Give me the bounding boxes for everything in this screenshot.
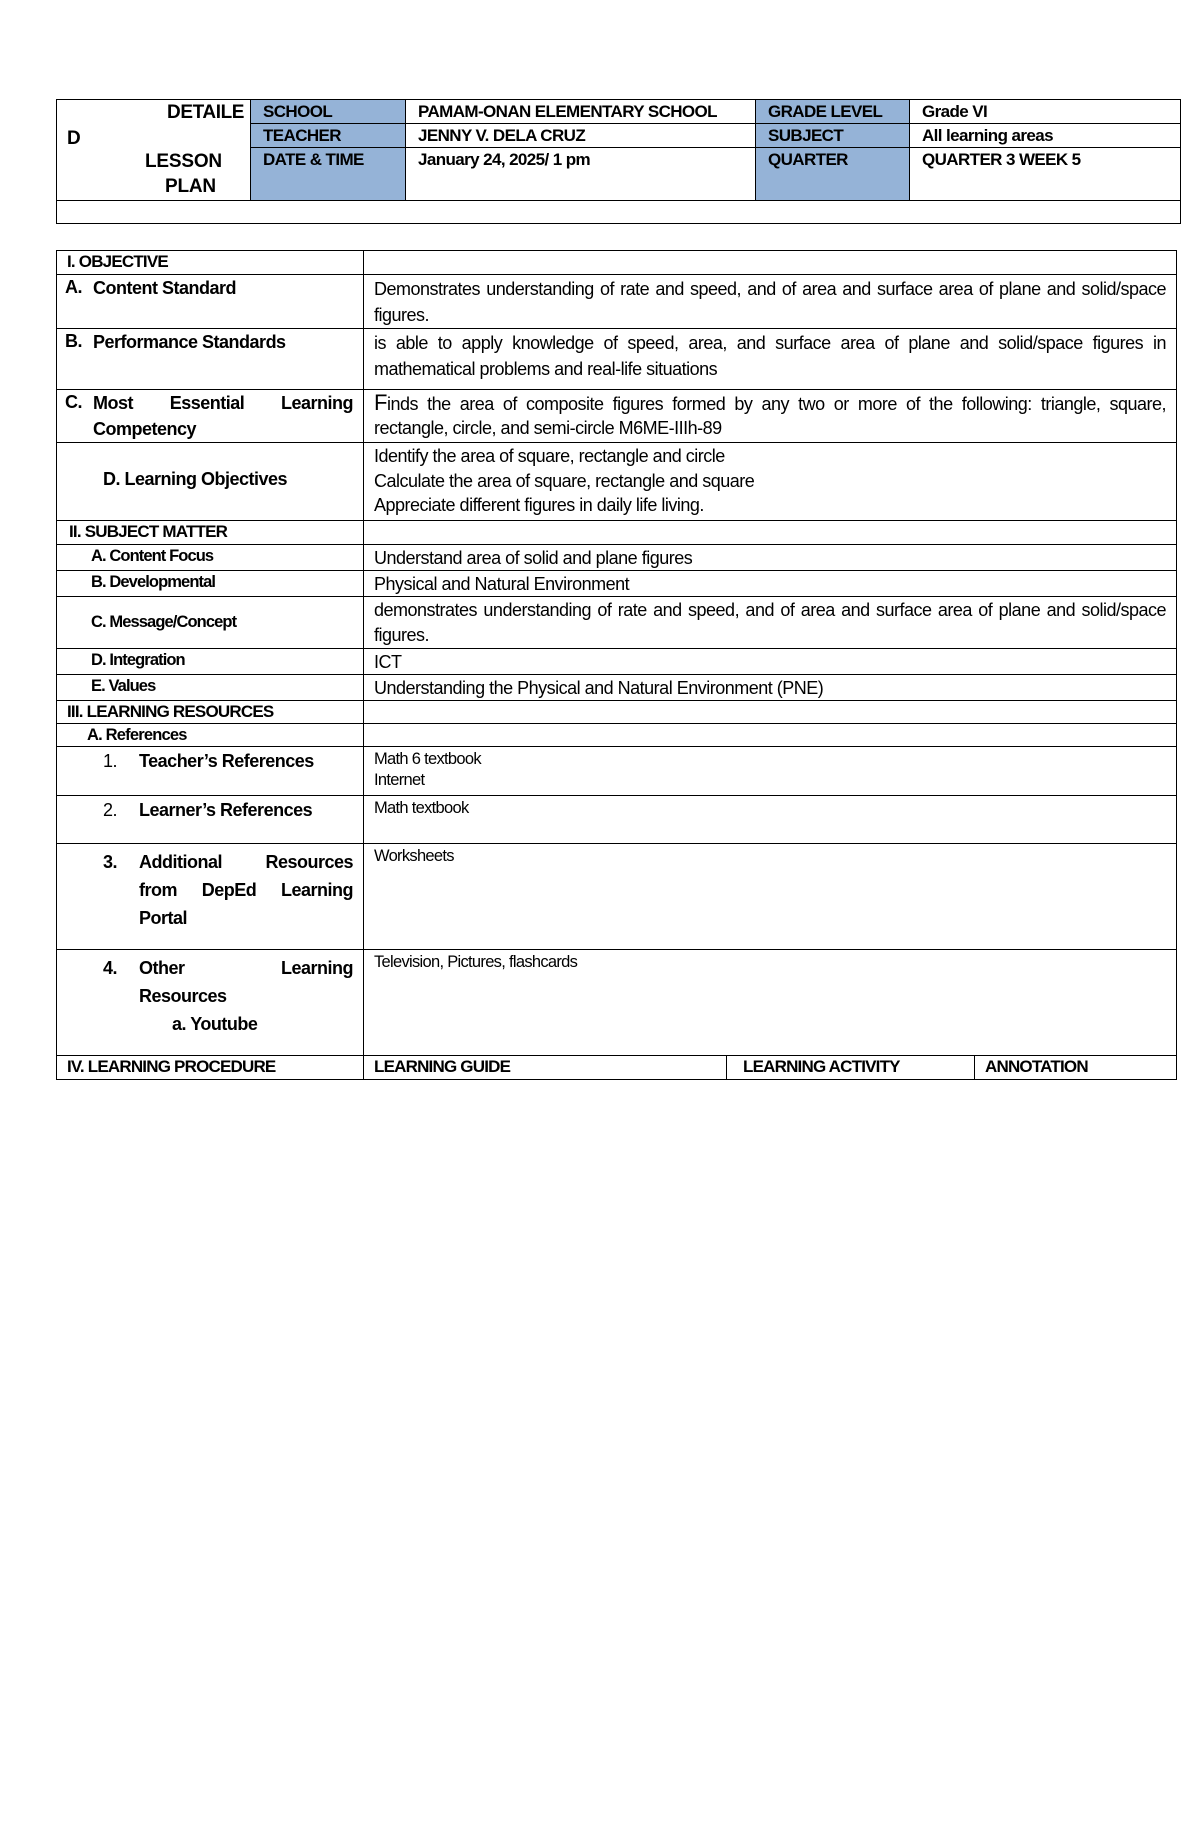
performance-standards-value: is able to apply knowledge of speed, area, and surface area of plane and solid/space figures in mathematical problems and real-life situations — [364, 329, 1177, 390]
lesson-plan-table — [56, 250, 1177, 1080]
subject-label: SUBJECT — [756, 124, 910, 148]
other-resources-label-cell — [57, 950, 364, 1056]
school-label: SCHOOL — [251, 100, 406, 124]
values-value: Understanding the Physical and Natural Environment (PNE) — [364, 675, 1177, 701]
subject-matter-heading: II. SUBJECT MATTER — [57, 521, 364, 545]
teacher-references-item: Internet — [374, 771, 425, 789]
additional-resources-num: 3. — [103, 852, 118, 872]
learning-objective-item: Identify the area of square, rectangle and circle — [374, 446, 725, 466]
content-standard-label: Content Standard — [93, 278, 236, 298]
learning-resources-heading-value — [364, 701, 1177, 724]
values-label: E. Values — [57, 675, 364, 701]
melc-letter: C. — [65, 392, 82, 412]
learner-references-value: Math textbook — [364, 796, 1177, 844]
learner-references-label: Learner’s References — [139, 800, 313, 820]
header-empty-row — [57, 201, 1181, 224]
content-focus-label: A. Content Focus — [57, 545, 364, 571]
subject-matter-heading-value — [364, 521, 1177, 545]
message-concept-label: C. Message/Concept — [57, 597, 364, 649]
developmental-value: Physical and Natural Environment — [364, 571, 1177, 597]
performance-standards-label-cell — [57, 329, 364, 390]
melc-value-first-letter: F — [374, 390, 387, 415]
teacher-references-value — [364, 747, 1177, 796]
learning-objective-item: Calculate the area of square, rectangle and square — [374, 470, 755, 491]
document-title-line4: PLAN — [165, 176, 216, 197]
teacher-references-num: 1. — [103, 751, 118, 771]
performance-standards-letter: B. — [65, 331, 82, 351]
integration-value: ICT — [364, 649, 1177, 675]
date-time-label: DATE & TIME — [251, 148, 406, 201]
content-standard-label-cell — [57, 275, 364, 329]
teacher-references-label: Teacher’s References — [139, 751, 314, 771]
learning-guide-header: LEARNING GUIDE — [364, 1056, 727, 1080]
objective-heading: I. OBJECTIVE — [57, 251, 364, 275]
learning-objective-item: Appreciate different figures in daily life living. — [374, 495, 704, 515]
additional-resources-value: Worksheets — [364, 844, 1177, 950]
header-table — [56, 99, 1181, 224]
grade-level-label: GRADE LEVEL — [756, 100, 910, 124]
other-resources-value: Television, Pictures, flashcards — [364, 950, 1177, 1056]
other-resources-subitem: a. Youtube — [172, 1014, 258, 1034]
quarter-value: QUARTER 3 WEEK 5 — [910, 148, 1181, 201]
performance-standards-label: Performance Standards — [93, 332, 286, 352]
melc-label: Most Essential Learning Competency — [93, 393, 353, 439]
learning-procedure-heading: IV. LEARNING PROCEDURE — [57, 1056, 364, 1080]
learning-activity-header: LEARNING ACTIVITY — [727, 1056, 975, 1080]
references-value — [364, 724, 1177, 747]
message-concept-value: demonstrates understanding of rate and speed, and of area and surface area of plane and solid/space figures. — [364, 597, 1177, 649]
melc-value: inds the area of composite figures formed by any two or more of the following: triangle, square, rectangle, circle, and semi-circle M6ME-IIIh-89 — [374, 394, 1167, 438]
other-resources-num: 4. — [103, 958, 118, 978]
content-standard-letter: A. — [65, 277, 82, 297]
teacher-references-item: Math 6 textbook — [374, 750, 481, 768]
date-time-value: January 24, 2025/ 1 pm — [406, 148, 756, 201]
other-resources-label: Other Learning Resources — [139, 958, 353, 1006]
melc-label-cell — [57, 390, 364, 443]
additional-resources-label: Additional Resources from DepEd Learning Portal — [139, 852, 353, 928]
melc-value-cell — [364, 390, 1177, 443]
learning-objectives-label: D. Learning Objectives — [57, 443, 364, 521]
annotation-header: ANNOTATION — [975, 1056, 1177, 1080]
learning-resources-heading: III. LEARNING RESOURCES — [57, 701, 364, 724]
document-title-line3: LESSON — [145, 151, 222, 172]
learning-objectives-list — [364, 443, 1177, 521]
document-title-cell — [57, 100, 251, 201]
document-title-line2: D — [67, 128, 81, 149]
developmental-label: B. Developmental — [57, 571, 364, 597]
document-title-line1: DETAILE — [167, 102, 245, 123]
teacher-label: TEACHER — [251, 124, 406, 148]
learner-references-num: 2. — [103, 800, 118, 820]
references-label: A. References — [57, 724, 364, 747]
school-value: PAMAM-ONAN ELEMENTARY SCHOOL — [406, 100, 756, 124]
content-focus-value: Understand area of solid and plane figures — [364, 545, 1177, 571]
objective-heading-value — [364, 251, 1177, 275]
quarter-label: QUARTER — [756, 148, 910, 201]
additional-resources-label-cell — [57, 844, 364, 950]
teacher-references-label-cell — [57, 747, 364, 796]
learner-references-label-cell — [57, 796, 364, 844]
grade-level-value: Grade VI — [910, 100, 1181, 124]
subject-value: All learning areas — [910, 124, 1181, 148]
teacher-value: JENNY V. DELA CRUZ — [406, 124, 756, 148]
content-standard-value: Demonstrates understanding of rate and speed, and of area and surface area of plane and solid/space figures. — [364, 275, 1177, 329]
integration-label: D. Integration — [57, 649, 364, 675]
